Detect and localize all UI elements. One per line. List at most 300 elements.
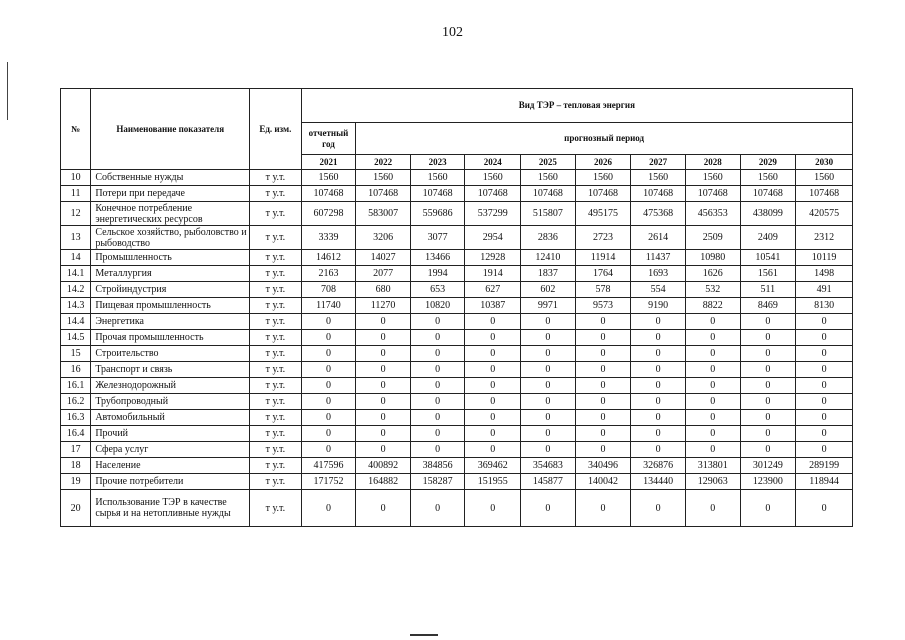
- row-value: 708: [301, 282, 356, 298]
- row-value: 0: [521, 362, 576, 378]
- row-name: Стройиндустрия: [91, 282, 250, 298]
- row-value: 11740: [301, 298, 356, 314]
- row-number: 15: [61, 346, 91, 362]
- row-value: 1914: [465, 266, 521, 282]
- row-value: 0: [796, 330, 853, 346]
- row-value: 0: [740, 410, 796, 426]
- row-value: 151955: [465, 474, 521, 490]
- row-value: 10387: [465, 298, 521, 314]
- row-value: 313801: [685, 458, 740, 474]
- row-value: 491: [796, 282, 853, 298]
- row-value: 0: [301, 410, 356, 426]
- row-value: 0: [685, 394, 740, 410]
- row-value: 0: [575, 426, 631, 442]
- row-value: 0: [685, 346, 740, 362]
- row-value: 9971: [521, 298, 576, 314]
- row-value: 0: [356, 314, 411, 330]
- row-unit: т у.т.: [250, 458, 302, 474]
- row-value: 0: [521, 314, 576, 330]
- row-value: 0: [740, 426, 796, 442]
- row-value: 0: [301, 314, 356, 330]
- row-number: 16: [61, 362, 91, 378]
- header-name: Наименование показателя: [91, 89, 250, 170]
- row-name: Пищевая промышленность: [91, 298, 250, 314]
- row-value: 107468: [301, 186, 356, 202]
- row-value: 140042: [575, 474, 631, 490]
- row-value: 3206: [356, 226, 411, 250]
- row-value: 0: [796, 362, 853, 378]
- row-value: 1764: [575, 266, 631, 282]
- row-number: 14.1: [61, 266, 91, 282]
- row-value: 680: [356, 282, 411, 298]
- row-value: 107468: [740, 186, 796, 202]
- row-value: 0: [740, 490, 796, 527]
- margin-line: [7, 62, 8, 120]
- row-value: 0: [410, 426, 465, 442]
- row-value: 1560: [356, 170, 411, 186]
- row-value: 1560: [796, 170, 853, 186]
- row-number: 16.1: [61, 378, 91, 394]
- header-year: 2021: [301, 155, 356, 170]
- header-no: №: [61, 89, 91, 170]
- row-number: 14.4: [61, 314, 91, 330]
- row-value: 0: [740, 442, 796, 458]
- row-name: Металлургия: [91, 266, 250, 282]
- header-year: 2028: [685, 155, 740, 170]
- row-value: 12410: [521, 250, 576, 266]
- row-unit: т у.т.: [250, 186, 302, 202]
- row-name: Население: [91, 458, 250, 474]
- row-value: 0: [521, 410, 576, 426]
- row-value: 0: [465, 330, 521, 346]
- header-year: 2030: [796, 155, 853, 170]
- row-unit: т у.т.: [250, 490, 302, 527]
- row-value: 554: [631, 282, 686, 298]
- row-name: Сельское хозяйство, рыболовство и рыбоводство: [91, 226, 250, 250]
- row-value: 0: [301, 378, 356, 394]
- row-value: 107468: [465, 186, 521, 202]
- row-name: Железнодорожный: [91, 378, 250, 394]
- row-unit: т у.т.: [250, 474, 302, 490]
- row-value: 578: [575, 282, 631, 298]
- row-value: 438099: [740, 202, 796, 226]
- row-value: 0: [521, 378, 576, 394]
- row-value: 9190: [631, 298, 686, 314]
- row-value: 0: [631, 410, 686, 426]
- row-unit: т у.т.: [250, 226, 302, 250]
- row-unit: т у.т.: [250, 442, 302, 458]
- row-value: 129063: [685, 474, 740, 490]
- row-value: 0: [465, 490, 521, 527]
- row-value: 1560: [521, 170, 576, 186]
- row-value: 0: [465, 362, 521, 378]
- row-name: Автомобильный: [91, 410, 250, 426]
- row-value: 0: [356, 426, 411, 442]
- row-value: 0: [465, 442, 521, 458]
- row-value: 0: [301, 394, 356, 410]
- table-row: [61, 202, 853, 226]
- row-value: 171752: [301, 474, 356, 490]
- row-value: 0: [465, 378, 521, 394]
- row-value: 2836: [521, 226, 576, 250]
- row-value: 2312: [796, 226, 853, 250]
- row-value: 2614: [631, 226, 686, 250]
- header-year: 2025: [521, 155, 576, 170]
- row-value: 0: [740, 330, 796, 346]
- row-unit: т у.т.: [250, 330, 302, 346]
- row-value: 384856: [410, 458, 465, 474]
- table-row: [61, 330, 853, 346]
- row-value: 1837: [521, 266, 576, 282]
- row-value: 0: [631, 330, 686, 346]
- table-row: [61, 442, 853, 458]
- row-value: 0: [410, 362, 465, 378]
- row-number: 13: [61, 226, 91, 250]
- row-value: 107468: [631, 186, 686, 202]
- row-value: 511: [740, 282, 796, 298]
- row-value: 0: [685, 410, 740, 426]
- header-year: 2024: [465, 155, 521, 170]
- row-number: 16.2: [61, 394, 91, 410]
- row-value: 0: [740, 362, 796, 378]
- row-value: 0: [740, 346, 796, 362]
- row-value: 602: [521, 282, 576, 298]
- table-row: [61, 426, 853, 442]
- row-value: 0: [740, 314, 796, 330]
- row-value: 1498: [796, 266, 853, 282]
- row-value: 0: [685, 378, 740, 394]
- row-name: Трубопроводный: [91, 394, 250, 410]
- row-value: 495175: [575, 202, 631, 226]
- table-row: [61, 346, 853, 362]
- row-value: 8822: [685, 298, 740, 314]
- row-value: 0: [465, 314, 521, 330]
- row-value: 107468: [410, 186, 465, 202]
- row-unit: т у.т.: [250, 314, 302, 330]
- row-name: Использование ТЭР в качестве сырья и на нетопливные нужды: [91, 490, 250, 527]
- row-value: 0: [356, 490, 411, 527]
- row-name: Энергетика: [91, 314, 250, 330]
- row-value: 0: [465, 346, 521, 362]
- table-row: [61, 266, 853, 282]
- row-unit: т у.т.: [250, 378, 302, 394]
- row-value: 107468: [796, 186, 853, 202]
- row-number: 17: [61, 442, 91, 458]
- row-unit: т у.т.: [250, 298, 302, 314]
- row-value: 0: [740, 378, 796, 394]
- row-value: 0: [631, 346, 686, 362]
- row-name: Потери при передаче: [91, 186, 250, 202]
- row-unit: т у.т.: [250, 266, 302, 282]
- row-value: 0: [685, 426, 740, 442]
- table-header: [61, 89, 853, 170]
- row-value: 1561: [740, 266, 796, 282]
- table-row: [61, 170, 853, 186]
- row-name: Прочие потребители: [91, 474, 250, 490]
- row-value: 0: [575, 362, 631, 378]
- row-value: 0: [796, 314, 853, 330]
- row-value: 14612: [301, 250, 356, 266]
- row-value: 1693: [631, 266, 686, 282]
- row-name: Транспорт и связь: [91, 362, 250, 378]
- table-row: [61, 250, 853, 266]
- row-number: 16.4: [61, 426, 91, 442]
- page-number: 102: [442, 25, 463, 40]
- row-name: Прочий: [91, 426, 250, 442]
- row-unit: т у.т.: [250, 410, 302, 426]
- row-value: 0: [410, 490, 465, 527]
- row-value: 1560: [685, 170, 740, 186]
- row-value: 0: [356, 346, 411, 362]
- row-value: 0: [410, 314, 465, 330]
- row-value: 0: [301, 490, 356, 527]
- row-value: 0: [356, 330, 411, 346]
- row-value: 0: [356, 362, 411, 378]
- row-value: 3077: [410, 226, 465, 250]
- row-unit: т у.т.: [250, 426, 302, 442]
- row-value: 0: [575, 378, 631, 394]
- table-row: [61, 314, 853, 330]
- row-value: 289199: [796, 458, 853, 474]
- row-number: 19: [61, 474, 91, 490]
- row-value: 0: [521, 426, 576, 442]
- row-name: Промышленность: [91, 250, 250, 266]
- table-body: [61, 170, 853, 527]
- row-value: 607298: [301, 202, 356, 226]
- row-value: 0: [575, 410, 631, 426]
- row-value: 301249: [740, 458, 796, 474]
- row-value: 1994: [410, 266, 465, 282]
- row-value: 326876: [631, 458, 686, 474]
- row-value: 0: [410, 330, 465, 346]
- table-row: [61, 362, 853, 378]
- row-value: 400892: [356, 458, 411, 474]
- row-name: Конечное потребление энергетических ресурсов: [91, 202, 250, 226]
- header-year: 2023: [410, 155, 465, 170]
- row-value: 0: [575, 442, 631, 458]
- row-unit: т у.т.: [250, 346, 302, 362]
- row-value: 0: [685, 314, 740, 330]
- row-value: 2509: [685, 226, 740, 250]
- row-value: 118944: [796, 474, 853, 490]
- row-value: 0: [575, 330, 631, 346]
- table-row: [61, 490, 853, 527]
- row-value: 0: [301, 426, 356, 442]
- row-name: Сфера услуг: [91, 442, 250, 458]
- header-energy-type: Вид ТЭР – тепловая энергия: [301, 89, 852, 123]
- row-value: 107468: [521, 186, 576, 202]
- row-value: 420575: [796, 202, 853, 226]
- row-value: 0: [521, 330, 576, 346]
- row-value: 537299: [465, 202, 521, 226]
- row-value: 0: [575, 490, 631, 527]
- row-value: 559686: [410, 202, 465, 226]
- table-row: [61, 298, 853, 314]
- row-value: 0: [521, 490, 576, 527]
- row-value: 0: [575, 394, 631, 410]
- row-value: 0: [301, 330, 356, 346]
- row-value: 10541: [740, 250, 796, 266]
- energy-balance-table: [60, 88, 853, 527]
- row-value: 653: [410, 282, 465, 298]
- row-unit: т у.т.: [250, 250, 302, 266]
- row-value: 0: [796, 442, 853, 458]
- header-report-year: отчетный год: [301, 123, 356, 155]
- row-value: 1626: [685, 266, 740, 282]
- row-value: 583007: [356, 202, 411, 226]
- row-value: 107468: [575, 186, 631, 202]
- row-value: 0: [356, 410, 411, 426]
- row-unit: т у.т.: [250, 362, 302, 378]
- row-value: 0: [631, 378, 686, 394]
- row-value: 369462: [465, 458, 521, 474]
- row-unit: т у.т.: [250, 394, 302, 410]
- row-value: 2723: [575, 226, 631, 250]
- row-name: Строительство: [91, 346, 250, 362]
- row-number: 16.3: [61, 410, 91, 426]
- row-value: 0: [410, 442, 465, 458]
- row-value: 354683: [521, 458, 576, 474]
- row-name: Собственные нужды: [91, 170, 250, 186]
- row-value: 1560: [301, 170, 356, 186]
- row-value: 0: [356, 378, 411, 394]
- table-row: [61, 394, 853, 410]
- row-value: 340496: [575, 458, 631, 474]
- row-number: 14.2: [61, 282, 91, 298]
- row-number: 12: [61, 202, 91, 226]
- row-value: 0: [796, 346, 853, 362]
- row-value: 10119: [796, 250, 853, 266]
- row-value: 0: [465, 394, 521, 410]
- row-value: 10980: [685, 250, 740, 266]
- row-value: 0: [301, 346, 356, 362]
- row-value: 0: [685, 490, 740, 527]
- row-value: 145877: [521, 474, 576, 490]
- row-value: 0: [521, 346, 576, 362]
- row-value: 0: [685, 330, 740, 346]
- row-value: 11914: [575, 250, 631, 266]
- row-value: 475368: [631, 202, 686, 226]
- row-value: 3339: [301, 226, 356, 250]
- row-number: 10: [61, 170, 91, 186]
- row-number: 11: [61, 186, 91, 202]
- row-number: 14.5: [61, 330, 91, 346]
- row-value: 107468: [685, 186, 740, 202]
- row-value: 0: [575, 314, 631, 330]
- row-value: 158287: [410, 474, 465, 490]
- table-row: [61, 226, 853, 250]
- row-value: 0: [631, 442, 686, 458]
- row-value: 1560: [740, 170, 796, 186]
- row-value: 0: [410, 346, 465, 362]
- row-value: 107468: [356, 186, 411, 202]
- table-row: [61, 378, 853, 394]
- row-value: 515807: [521, 202, 576, 226]
- row-name: Прочая промышленность: [91, 330, 250, 346]
- row-value: 0: [740, 394, 796, 410]
- row-value: 11270: [356, 298, 411, 314]
- row-value: 0: [631, 426, 686, 442]
- page-footer-mark: [410, 634, 438, 636]
- row-value: 0: [356, 442, 411, 458]
- row-number: 14: [61, 250, 91, 266]
- row-value: 0: [631, 314, 686, 330]
- row-value: 0: [465, 410, 521, 426]
- row-value: 0: [631, 362, 686, 378]
- row-value: 0: [685, 442, 740, 458]
- table-row: [61, 186, 853, 202]
- row-value: 0: [410, 378, 465, 394]
- row-value: 1560: [631, 170, 686, 186]
- row-value: 0: [410, 394, 465, 410]
- row-value: 0: [521, 394, 576, 410]
- row-value: 2163: [301, 266, 356, 282]
- row-value: 12928: [465, 250, 521, 266]
- header-year: 2022: [356, 155, 411, 170]
- row-value: 0: [301, 442, 356, 458]
- row-value: 0: [301, 362, 356, 378]
- row-value: 1560: [575, 170, 631, 186]
- row-value: 0: [631, 394, 686, 410]
- header-year: 2026: [575, 155, 631, 170]
- header-year: 2027: [631, 155, 686, 170]
- row-value: 164882: [356, 474, 411, 490]
- row-unit: т у.т.: [250, 282, 302, 298]
- header-forecast-period: прогнозный период: [356, 123, 853, 155]
- row-value: 0: [356, 394, 411, 410]
- row-value: 0: [796, 410, 853, 426]
- table-row: [61, 410, 853, 426]
- row-value: 2409: [740, 226, 796, 250]
- row-unit: т у.т.: [250, 170, 302, 186]
- table-row: [61, 282, 853, 298]
- row-value: 2077: [356, 266, 411, 282]
- row-value: 627: [465, 282, 521, 298]
- row-value: 134440: [631, 474, 686, 490]
- row-value: 1560: [465, 170, 521, 186]
- row-value: 456353: [685, 202, 740, 226]
- row-value: 0: [796, 490, 853, 527]
- row-value: 10820: [410, 298, 465, 314]
- row-value: 0: [796, 378, 853, 394]
- row-value: 0: [410, 410, 465, 426]
- header-unit: Ед. изм.: [250, 89, 302, 170]
- row-number: 20: [61, 490, 91, 527]
- row-value: 0: [575, 346, 631, 362]
- row-unit: т у.т.: [250, 202, 302, 226]
- row-number: 14.3: [61, 298, 91, 314]
- row-number: 18: [61, 458, 91, 474]
- row-value: 0: [796, 394, 853, 410]
- row-value: 0: [796, 426, 853, 442]
- row-value: 13466: [410, 250, 465, 266]
- header-year: 2029: [740, 155, 796, 170]
- row-value: 14027: [356, 250, 411, 266]
- row-value: 0: [521, 442, 576, 458]
- row-value: 9573: [575, 298, 631, 314]
- table-row: [61, 474, 853, 490]
- row-value: 123900: [740, 474, 796, 490]
- row-value: 8469: [740, 298, 796, 314]
- row-value: 0: [685, 362, 740, 378]
- row-value: 0: [631, 490, 686, 527]
- row-value: 0: [465, 426, 521, 442]
- row-value: 532: [685, 282, 740, 298]
- row-value: 8130: [796, 298, 853, 314]
- row-value: 2954: [465, 226, 521, 250]
- row-value: 11437: [631, 250, 686, 266]
- row-value: 417596: [301, 458, 356, 474]
